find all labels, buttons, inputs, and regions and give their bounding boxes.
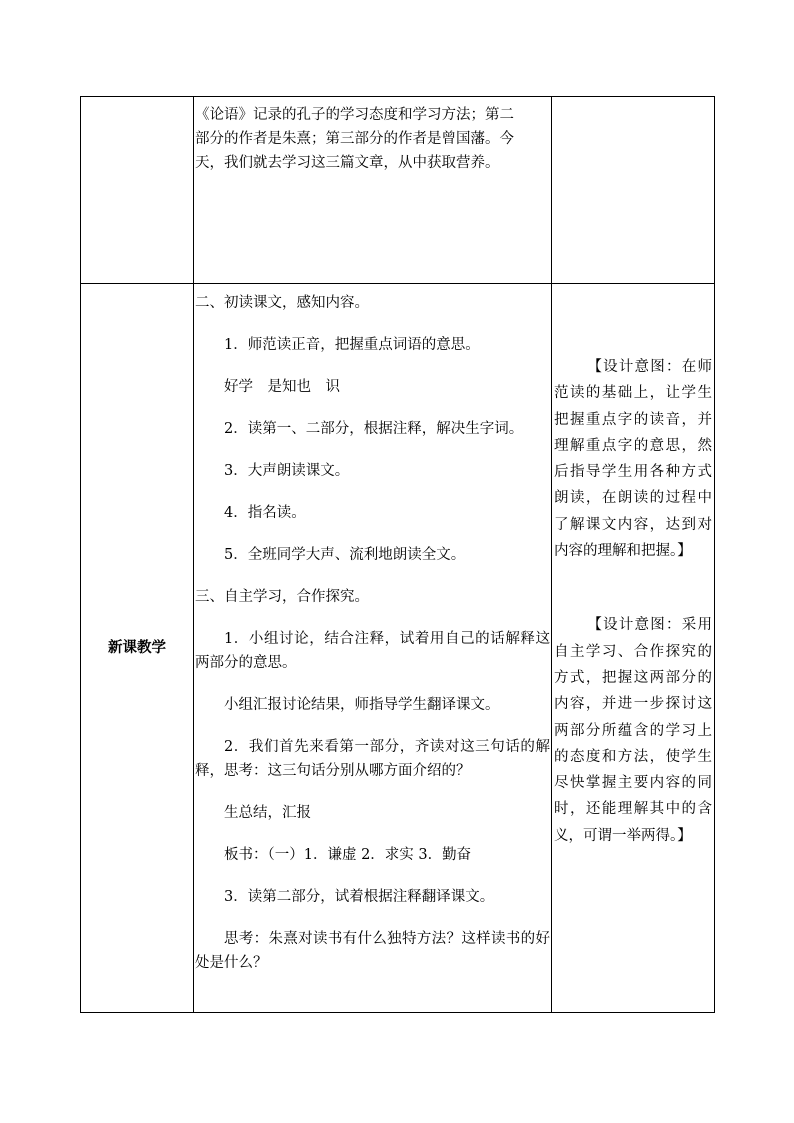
key-words: 好学 是知也 识 xyxy=(224,379,340,395)
step-item: 小组汇报讨论结果，师指导学生翻译课文。 xyxy=(224,697,500,713)
table-row xyxy=(81,284,715,1013)
step-item: 1．小组讨论，结合注释，试着用自己的话解释这两部分的意思。 xyxy=(195,631,550,671)
stage-label: 新课教学 xyxy=(108,639,166,656)
stage-label-cell xyxy=(81,284,194,1013)
step-item: 思考：朱熹对读书有什么独特方法？这样读书的好处是什么？ xyxy=(195,931,550,971)
lesson-plan-table xyxy=(80,96,715,1013)
step-item: 生总结，汇报 xyxy=(224,805,311,821)
content-line: 部分的作者是朱熹；第三部分的作者是曾国藩。今 xyxy=(195,131,514,147)
step-item: 2．我们首先来看第一部分，齐读对这三句话的解释，思考：这三句话分别从哪方面介绍的？ xyxy=(195,739,550,779)
content-line: 天，我们就去学习这三篇文章，从中获取营养。 xyxy=(195,155,500,171)
step-item: 2．读第一、二部分，根据注释，解决生字词。 xyxy=(224,421,524,437)
step-item: 3．大声朗读课文。 xyxy=(224,463,350,479)
section-heading: 二、初读课文，感知内容。 xyxy=(195,295,369,311)
stage-label-cell-empty xyxy=(81,97,194,284)
step-item: 4．指名读。 xyxy=(224,505,306,521)
design-intent-note: 【设计意图：采用自主学习、合作探究的方式，把握这两部分的内容，并进一步探讨这两部分所蕴含的学习上的态度和方法，使学生尽快掌握主要内容的同时，还能理解其中的含义，可谓一举两得。】 xyxy=(554,617,712,844)
design-intent-note: 【设计意图：在师范读的基础上，让学生把握重点字的读音，并理解重点字的意思，然后指导学生用各种方式朗读，在朗读的过程中了解课文内容，达到对内容的理解和把握。】 xyxy=(554,359,712,560)
section-heading: 三、自主学习，合作探究。 xyxy=(195,589,369,605)
content-cell xyxy=(194,97,552,284)
blackboard-note: 板书：（一）1．谦虚 2．求实 3．勤奋 xyxy=(224,847,472,863)
step-item: 3．读第二部分，试着根据注释翻译课文。 xyxy=(224,889,495,905)
step-item: 1．师范读正音，把握重点词语的意思。 xyxy=(224,337,480,353)
table-row xyxy=(81,97,715,284)
design-intent-cell-empty xyxy=(552,97,715,284)
content-line: 《论语》记录的孔子的学习态度和学习方法；第二 xyxy=(195,107,514,123)
step-item: 5．全班同学大声、流利地朗读全文。 xyxy=(224,547,466,563)
content-cell xyxy=(194,284,552,1013)
design-intent-cell xyxy=(552,284,715,1013)
